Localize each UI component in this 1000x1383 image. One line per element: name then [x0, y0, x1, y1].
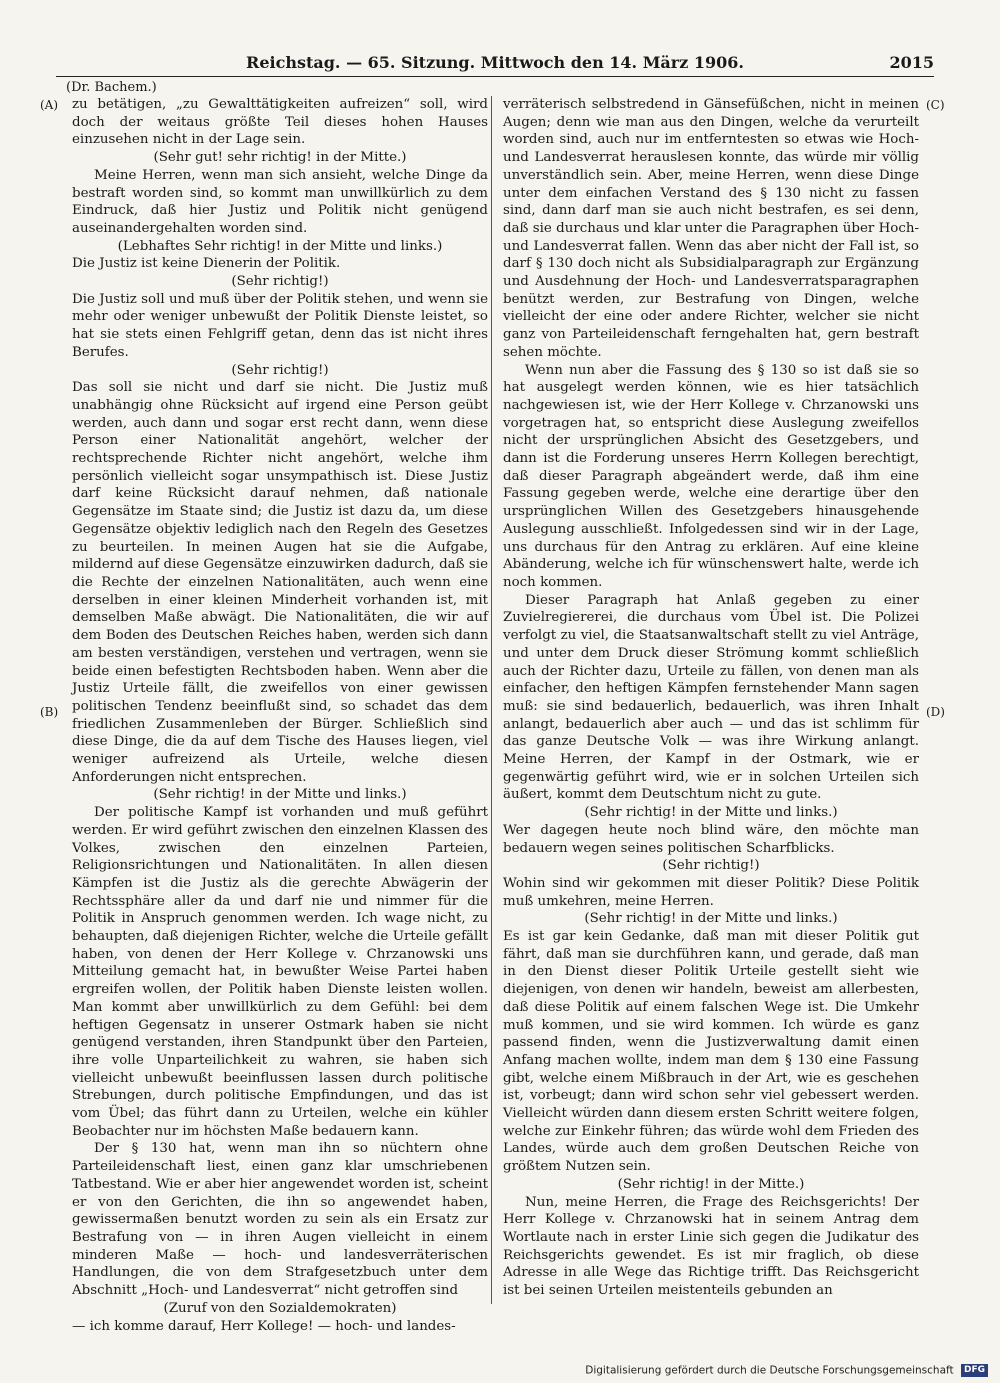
paragraph: Es ist gar kein Gedanke, daß man mit dieser Politik gut fährt, daß man sie durchführen kann, und gerade, daß man in den Dienst dieser Politik Urteile gestellt sieht wie diejenigen, von denen wir handeln, beweist am allerbesten, daß diese Politik auf einem falschen Wege ist. Die Umkehr muß kommen, und sie wird kommen. Ich würde es ganz passend finden, wenn die Justizverwaltung damit einen Anfang machen wollte, indem man dem § 130 eine Fassung gibt, welche einem Mißbrauch in der Art, wie es geschehen ist, vorbeugt; dann wird schon sehr viel gebessert werden. Vielleicht würden dann diesem ersten Schritt weitere folgen, welche zur Einkehr führen; das würde wohl dem Frieden des Landes, würde auch dem großen Deutschen Reiche von größtem Nutzen sein.	[503, 929, 919, 1175]
paragraph: Das soll sie nicht und darf sie nicht. Die Justiz muß unabhängig ohne Rücksicht auf irgend eine Person geübt werden, auch dann und sogar erst recht dann, wenn diese Person einer Nationalität angehört, welcher der rechtsprechende Richter nicht angehört, welche ihm persönlich vielleicht sogar unsympathisch ist. Diese Justiz darf keine Rücksicht darauf nehmen, daß nationale Gegensätze im Staate sind; die Justiz ist dazu da, um diese Gegensätze objektiv lediglich nach den Regeln des Gesetzes zu beurteilen. In meinen Augen hat sie die Aufgabe, mildernd auf diese Gegensätze einzuwirken dadurch, daß sie die Rechte der einzelnen Nationalitäten, auch wenn eine derselben in einer kleinen Minderheit vorhanden ist, mit demselben Maße abwägt. Die Nationalitäten, die wir auf dem Boden des Deutschen Reiches haben, werden sich dann am besten verständigen, verstehen und vertragen, wenn sie beide einen befestigten Rechtsboden haben. Wenn aber die Justiz Urteile fällt, die zweifellos von einer gewissen politischen Tendenz beeinflußt sind, so schadet das dem friedlichen Zusammenleben der Bürger. Schließlich sind diese Dinge, die da auf dem Tische des Hauses liegen, viel weniger aufreizend als Urteile, welche diesen Anforderungen nicht entsprechen.	[72, 380, 488, 785]
interjection: (Sehr richtig! in der Mitte und links.)	[584, 911, 838, 927]
left-column	[72, 96, 488, 1335]
paragraph: verräterisch selbstredend in Gänsefüßchen, nicht in meinen Augen; denn wie man aus den Dingen, welche da verurteilt worden sind, auch nur im entferntesten so etwas wie Hoch- und Landesverrat herauslesen konnte, das würde mir völlig unverständlich sein. Aber, meine Herren, wenn diese Dinge unter dem einfachen Verstand des § 130 nicht zu fassen sind, dann darf man sie auch nicht bestrafen, es sei denn, daß sie durchaus und klar unter die Paragraphen über Hoch- und Landesverrat fallen. Wenn das aber nicht der Fall ist, so darf § 130 doch nicht als Subsidialparagraph zur Ergänzung und Ausdehnung der Hoch- und Landesverratsparagraphen benützt werden, zur Bestrafung von Dingen, welche vielleicht der eine oder andere Richter, welcher sie nicht ganz von Parteileidenschaft ferngehalten hat, gern bestraft sehen möchte.	[503, 97, 919, 360]
paragraph: Nun, meine Herren, die Frage des Reichsgerichts! Der Herr Kollege v. Chrzanowski hat in seinem Antrag dem Wortlaute nach in erster Linie sich gegen die Judikatur des Reichsgerichts gewendet. Es ist mir fraglich, ob diese Adresse in alle Wege das Richtige trifft. Das Reichsgericht ist bei seinen Urteilen meistenteils gebunden an	[503, 1194, 919, 1299]
page-number: 2015	[889, 53, 934, 72]
interjection: (Sehr gut! sehr richtig! in der Mitte.)	[153, 150, 407, 166]
interjection: (Sehr richtig!)	[231, 362, 329, 378]
interjection: (Zuruf von den Sozialdemokraten)	[163, 1300, 397, 1316]
right-column	[503, 96, 919, 1300]
running-header	[56, 52, 934, 77]
column-divider	[491, 96, 492, 1304]
margin-marker-a: (A)	[40, 98, 59, 112]
footer-credit: Digitalisierung gefördert durch die Deutsche Forschungsgemeinschaft	[585, 1364, 954, 1377]
paragraph: Der politische Kampf ist vorhanden und muß geführt werden. Er wird geführt zwischen den einzelnen Klassen des Volkes, zwischen den einzelnen Parteien, Religionsrichtungen und Nationalitäten. In allen diesen Kämpfen ist die Justiz als die gerechte Abwägerin der Rechtssphäre aller da und darf nie und nimmer für die Politik in Anspruch genommen werden. Ich wage nicht, zu behaupten, daß diejenigen Richter, welche die Urteile gefällt haben, von denen der Herr Kollege v. Chrzanowski uns Mitteilung gemacht hat, in bewußter Weise Partei haben ergreifen wollen, der Politik haben Dienste leisten wollen. Man kommt aber unwillkürlich zu dem Gefühl: bei dem heftigen Gegensatz in unserer Ostmark haben sie nicht genügend verstanden, ihren Standpunkt über den Parteien, ihre volle Unparteilichkeit zu wahren, sie haben sich vielleicht unbewußt beeinflussen lassen durch politische Strebungen, durch politische Empfindungen, und das ist vom Übel; das führt dann zu Urteilen, welche ein kühler Beobachter nur im höchsten Maße bedauern kann.	[72, 805, 488, 1139]
interjection: (Sehr richtig! in der Mitte und links.)	[153, 787, 407, 803]
interjection: (Sehr richtig!)	[662, 858, 760, 874]
speaker-label: (Dr. Bachem.)	[66, 80, 157, 95]
dfg-logo: DFG	[961, 1364, 988, 1377]
digitization-footer	[585, 1364, 988, 1377]
paragraph: Meine Herren, wenn man sich ansieht, welche Dinge da bestraft worden sind, so kommt man unwillkürlich zu dem Eindruck, daß hier Justiz und Politik nicht genügend auseinandergehalten worden sind.	[72, 167, 488, 236]
paragraph: Die Justiz ist keine Dienerin der Politik.	[72, 256, 341, 272]
paragraph: Wohin sind wir gekommen mit dieser Politik? Diese Politik muß umkehren, meine Herren.	[503, 875, 919, 909]
interjection: (Lebhaftes Sehr richtig! in der Mitte und links.)	[117, 238, 443, 254]
interjection: (Sehr richtig!)	[231, 274, 329, 290]
margin-marker-b: (B)	[40, 705, 59, 719]
paragraph: Wer dagegen heute noch blind wäre, den möchte man bedauern wegen seines politischen Scharfblicks.	[503, 822, 919, 856]
interjection: (Sehr richtig! in der Mitte und links.)	[584, 805, 838, 821]
margin-marker-d: (D)	[926, 705, 945, 719]
interjection: (Sehr richtig! in der Mitte.)	[617, 1176, 805, 1192]
paragraph: Wenn nun aber die Fassung des § 130 so ist daß sie so hat ausgelegt werden können, wie es hier tatsächlich nachgewiesen ist, wie der Herr Kollege v. Chrzanowski uns vorgetragen hat, so entspricht diese Auslegung zweifellos nicht der ursprünglichen Absicht des Gesetzgebers, und dann ist die Forderung unseres Herrn Kollegen berechtigt, daß dieser Paragraph abgeändert werde, daß ihm eine Fassung gegeben werde, welche eine derartige über den ursprünglichen Willen des Gesetzgebers hinausgehende Auslegung ausschließt. Infolgedessen sind wir in der Lage, uns durchaus für den Antrag zu erklären. Auf eine kleine Abänderung, welche ich für wünschenswert halte, werde ich noch kommen.	[503, 362, 919, 590]
paragraph: Die Justiz soll und muß über der Politik stehen, und wenn sie mehr oder weniger unbewußt der Politik Dienste leistet, so hat sie stets einen Fehlgriff getan, denn das ist nicht ihres Berufes.	[72, 291, 488, 360]
paragraph: Dieser Paragraph hat Anlaß gegeben zu einer Zuvielregiererei, die durchaus vom Übel ist. Die Polizei verfolgt zu viel, die Staatsanwaltschaft stellt zu viel Anträge, und unter dem Druck dieser Strömung kommt schließlich auch der Richter dazu, Urteile zu fällen, von denen man als einfacher, den heftigen Kämpfen fernstehender Mann sagen muß: sie sind bedauerlich, bedauerlich, was ihren Inhalt anlangt, bedauerlich aber auch — und das ist schlimm für das ganze Deutsche Volk — was ihre Wirkung anlangt. Meine Herren, der Kampf in der Ostmark, wie er gegenwärtig geführt wird, wie er in solchen Urteilen sich äußert, kommt dem Deutschtum nicht zu gute.	[503, 592, 919, 803]
paragraph: — ich komme darauf, Herr Kollege! — hoch- und landes-	[72, 1318, 456, 1334]
paragraph: zu betätigen, „zu Gewalttätigkeiten aufreizen“ soll, wird doch der weitaus größte Teil dieses hohen Hauses einzusehen nicht in der Lage sein.	[72, 97, 488, 148]
paragraph: Der § 130 hat, wenn man ihn so nüchtern ohne Parteileidenschaft liest, einen ganz klar umschriebenen Tatbestand. Wie er aber hier angewendet worden ist, scheint er von den Gerichten, die ihn so angewendet haben, gewissermaßen benutzt worden zu sein als ein Ersatz zur Bestrafung von — in ihren Augen vielleicht in einem minderen Maße — hoch- und landesverräterischen Handlungen, die von dem Strafgesetzbuch unter dem Abschnitt „Hoch- und Landesverrat“ nicht getroffen sind	[72, 1141, 488, 1299]
margin-marker-c: (C)	[926, 98, 945, 112]
running-title: Reichstag. — 65. Sitzung. Mittwoch den 14. März 1906.	[246, 53, 744, 72]
